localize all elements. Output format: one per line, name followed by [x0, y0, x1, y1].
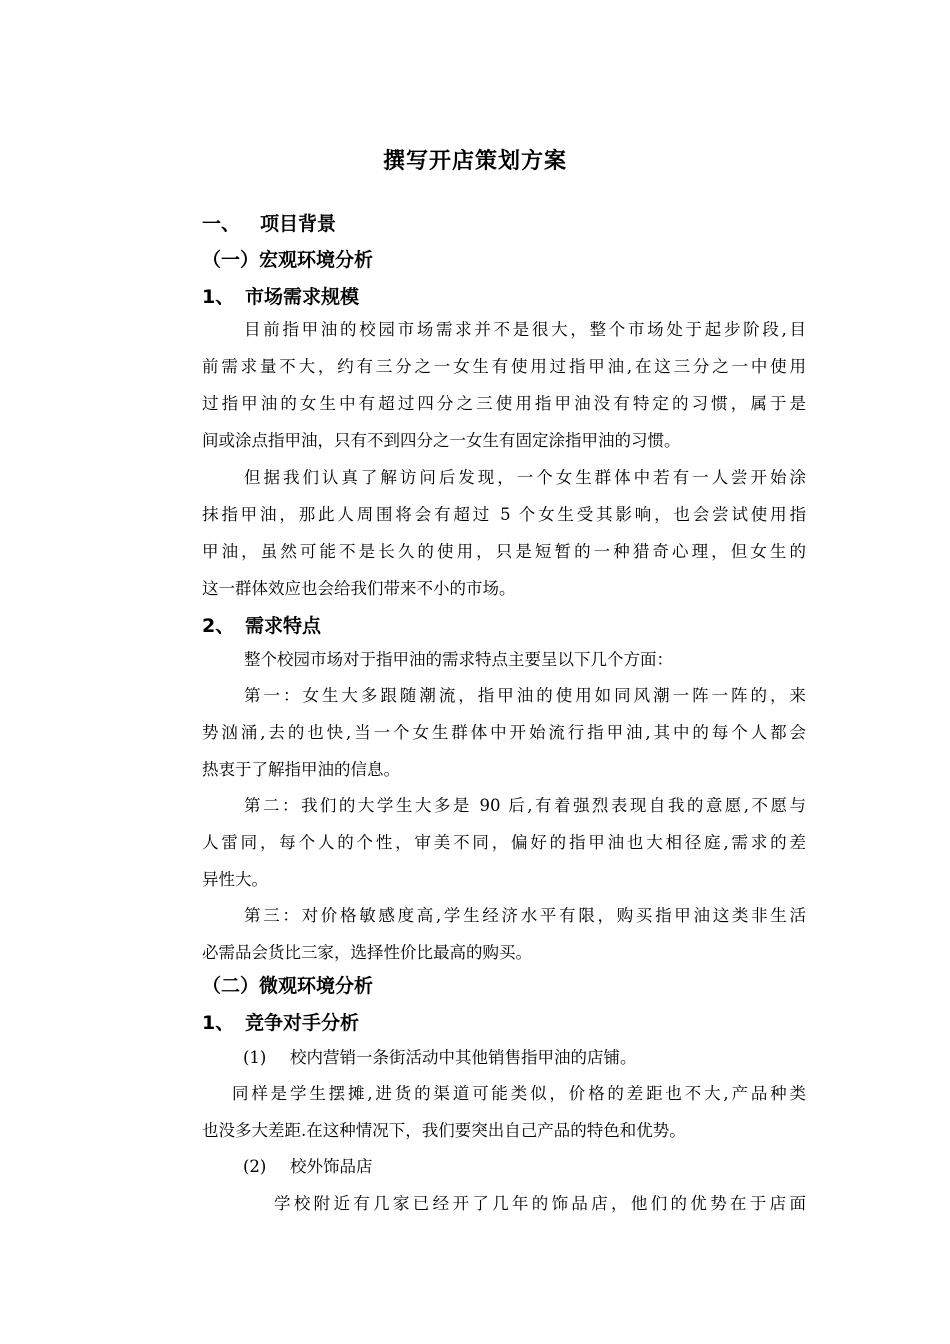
list-item-2	[243, 1155, 373, 1179]
list-item-number: (1)	[243, 1048, 267, 1067]
subsection-heading-1: （一）宏观环境分析	[202, 249, 374, 271]
paragraph-line: 间或涂点指甲油，只有不到四分之一女生有固定涂指甲油的习惯。	[202, 431, 681, 450]
subsection-heading-2: （二）微观环境分析	[202, 975, 374, 997]
paragraph-line: 过指甲油的女生中有超过四分之三使用指甲油没有特定的习惯，属于是	[202, 394, 806, 413]
paragraph-line: 第一：女生大多跟随潮流，指甲油的使用如同风潮一阵一阵的，来	[244, 686, 806, 705]
list-item-text: 校内营销一条街活动中其他销售指甲油的店铺。	[290, 1048, 637, 1067]
item-number: 1、	[202, 286, 235, 308]
item-number: 2、	[202, 615, 235, 637]
list-item-number: (2)	[243, 1157, 267, 1176]
paragraph-line: 甲油，虽然可能不是长久的使用，只是短暂的一种猎奇心理，但女生的	[202, 542, 806, 561]
paragraph-line: 也没多大差距.在这种情况下，我们要突出自己产品的特色和优势。	[202, 1121, 686, 1140]
list-item-text: 校外饰品店	[290, 1157, 373, 1176]
item-title: 市场需求规模	[245, 286, 360, 308]
document-title: 撰写开店策划方案	[382, 149, 567, 174]
paragraph-line: 势汹涌,去的也快,当一个女生群体中开始流行指甲油,其中的每个人都会	[202, 723, 806, 742]
paragraph-line: 同样是学生摆摊,进货的渠道可能类似，价格的差距也不大,产品种类	[232, 1084, 806, 1103]
paragraph-line: 这一群体效应也会给我们带来不小的市场。	[202, 579, 516, 598]
item-heading-1-1	[202, 283, 359, 311]
paragraph-line: 抹指甲油，那此人周围将会有超过 5 个女生受其影响，也会尝试使用指	[202, 505, 806, 524]
item-title: 需求特点	[245, 615, 322, 637]
paragraph-line: 异性大。	[202, 870, 268, 889]
section-heading-1	[202, 210, 336, 238]
paragraph-line: 整个校园市场对于指甲油的需求特点主要呈以下几个方面：	[244, 650, 673, 669]
paragraph-line: 热衷于了解指甲油的信息。	[202, 760, 400, 779]
list-item-1	[243, 1046, 637, 1070]
paragraph-line: 必需品会货比三家，选择性价比最高的购买。	[202, 943, 532, 962]
paragraph-line: 目前指甲油的校园市场需求并不是很大，整个市场处于起步阶段,目	[244, 320, 806, 339]
item-title: 竞争对手分析	[245, 1012, 360, 1034]
paragraph-line: 学校附近有几家已经开了几年的饰品店，他们的优势在于店面	[274, 1194, 806, 1213]
item-heading-1-2	[202, 612, 321, 640]
paragraph-line: 前需求量不大，约有三分之一女生有使用过指甲油,在这三分之一中使用	[202, 357, 806, 376]
paragraph-line: 人雷同，每个人的个性，审美不同，偏好的指甲油也大相径庭,需求的差	[202, 833, 806, 852]
item-number: 1、	[202, 1012, 235, 1034]
section-number: 一、	[202, 213, 241, 235]
paragraph-line: 第二：我们的大学生大多是 90 后,有着强烈表现自我的意愿,不愿与	[244, 796, 806, 815]
item-heading-2-1	[202, 1009, 359, 1037]
paragraph-line: 但据我们认真了解访问后发现，一个女生群体中若有一人尝开始涂	[244, 468, 806, 487]
section-title: 项目背景	[260, 213, 337, 235]
paragraph-line: 第三：对价格敏感度高,学生经济水平有限，购买指甲油这类非生活	[244, 906, 806, 925]
